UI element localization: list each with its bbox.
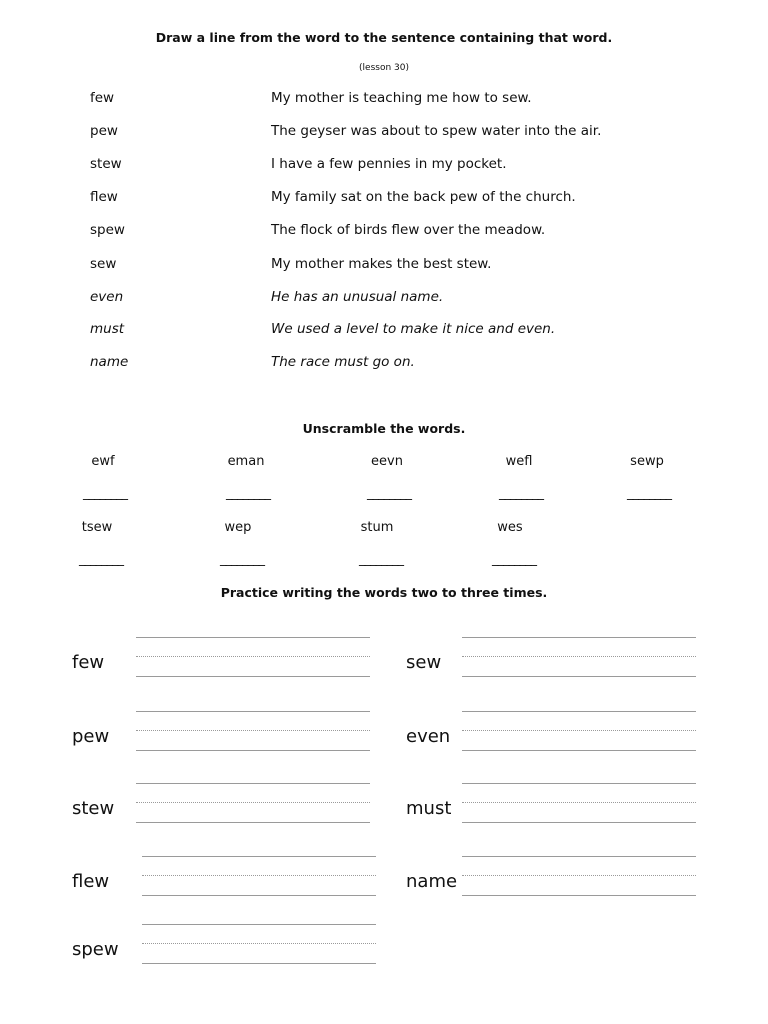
answer-blank: ________ <box>79 552 123 567</box>
writing-line <box>462 895 696 896</box>
writing-line <box>462 750 696 751</box>
match-word: spew <box>90 222 125 238</box>
answer-blank: ________ <box>367 486 411 501</box>
match-word: few <box>90 90 115 106</box>
match-sentence: The geyser was about to spew water into the air. <box>271 123 602 139</box>
answer-blank: ________ <box>499 486 543 501</box>
scrambled-word: wep <box>224 520 252 535</box>
writing-line <box>136 750 370 751</box>
practice-word: sew <box>406 652 442 673</box>
match-word: stew <box>90 156 122 172</box>
writing-line <box>136 637 370 638</box>
match-sentence: I have a few pennies in my pocket. <box>271 156 507 172</box>
scrambled-word: tsew <box>81 520 113 535</box>
practice-word: name <box>406 871 458 892</box>
match-word: flew <box>90 189 118 205</box>
match-sentence: He has an unusual name. <box>271 289 444 305</box>
answer-blank: ________ <box>220 552 264 567</box>
practice-title: Practice writing the words two to three times. <box>220 585 548 600</box>
writing-midline <box>462 875 696 876</box>
answer-blank: ________ <box>226 486 270 501</box>
writing-line <box>462 711 696 712</box>
lesson-label: (lesson 30) <box>359 63 409 73</box>
writing-line <box>136 676 370 677</box>
writing-midline <box>142 943 376 944</box>
writing-midline <box>136 656 370 657</box>
match-word: must <box>90 321 125 337</box>
practice-word: flew <box>72 871 110 892</box>
match-sentence: We used a level to make it nice and even. <box>271 321 556 337</box>
scrambled-word: eevn <box>371 454 403 469</box>
practice-word: even <box>406 726 451 747</box>
writing-line <box>136 711 370 712</box>
match-sentence: My family sat on the back pew of the church. <box>271 189 576 205</box>
scrambled-word: sewp <box>630 454 664 469</box>
answer-blank: ________ <box>627 486 671 501</box>
match-sentence: The race must go on. <box>271 354 415 370</box>
writing-line <box>142 963 376 964</box>
match-word: even <box>90 289 124 305</box>
scrambled-word: wes <box>497 520 523 535</box>
writing-line <box>142 895 376 896</box>
answer-blank: ________ <box>492 552 536 567</box>
writing-midline <box>136 802 370 803</box>
writing-line <box>462 822 696 823</box>
writing-line <box>462 783 696 784</box>
writing-midline <box>136 730 370 731</box>
writing-line <box>462 856 696 857</box>
writing-line <box>136 783 370 784</box>
writing-line <box>142 856 376 857</box>
match-word: pew <box>90 123 118 139</box>
practice-word: pew <box>72 726 110 747</box>
practice-word: spew <box>72 939 119 960</box>
unscramble-title: Unscramble the words. <box>302 421 466 436</box>
writing-midline <box>462 656 696 657</box>
writing-line <box>462 637 696 638</box>
scrambled-word: ewf <box>91 454 115 469</box>
practice-word: must <box>406 798 452 819</box>
matching-title: Draw a line from the word to the sentence containing that word. <box>155 30 613 45</box>
practice-word: stew <box>72 798 115 819</box>
practice-word: few <box>72 652 105 673</box>
writing-midline <box>462 802 696 803</box>
scrambled-word: eman <box>227 454 265 469</box>
writing-line <box>462 676 696 677</box>
answer-blank: ________ <box>359 552 403 567</box>
scrambled-word: wefl <box>505 454 533 469</box>
answer-blank: ________ <box>83 486 127 501</box>
writing-midline <box>142 875 376 876</box>
match-sentence: My mother makes the best stew. <box>271 256 492 272</box>
match-word: name <box>90 354 129 370</box>
match-sentence: The flock of birds flew over the meadow. <box>271 222 546 238</box>
match-sentence: My mother is teaching me how to sew. <box>271 90 532 106</box>
match-word: sew <box>90 256 117 272</box>
writing-line <box>142 924 376 925</box>
scrambled-word: stum <box>360 520 394 535</box>
writing-midline <box>462 730 696 731</box>
writing-line <box>136 822 370 823</box>
